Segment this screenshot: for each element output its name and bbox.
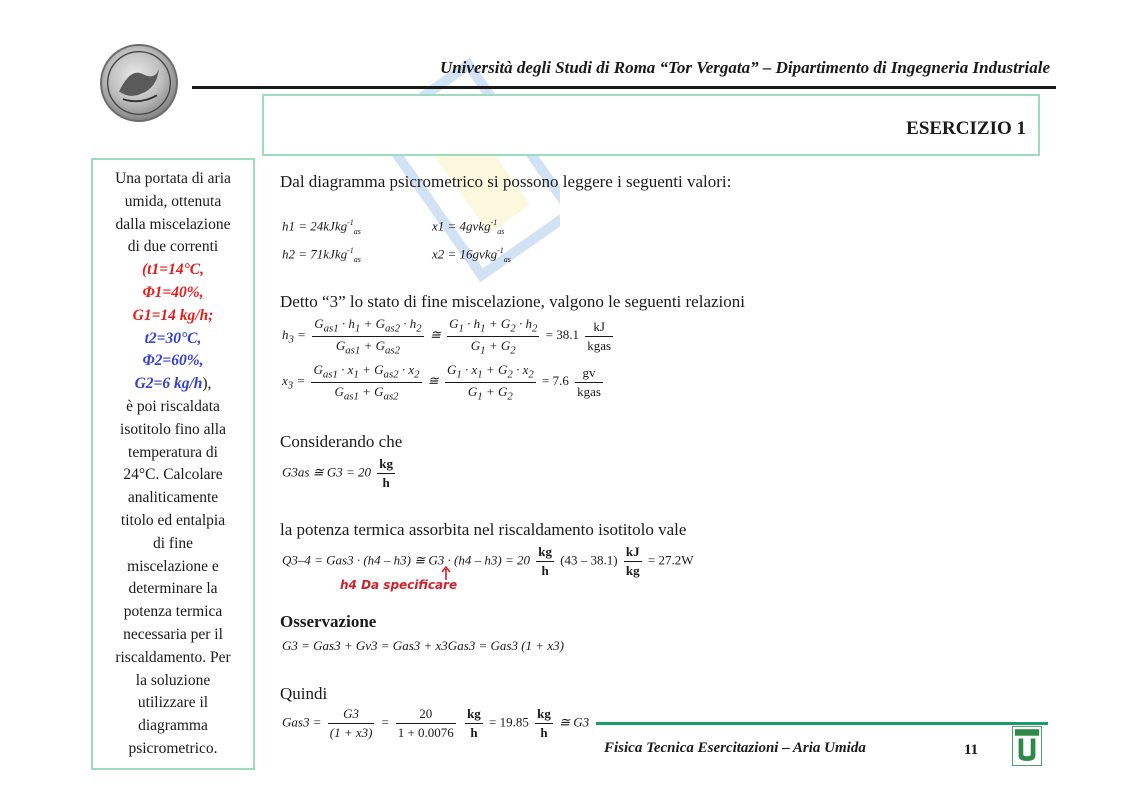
x2-value: x2 = 16gvkg$^{-1}_{as}$ [432, 246, 511, 264]
t2-value: t2=30°C, [144, 329, 202, 347]
rest-line: è poi riscaldata [126, 397, 220, 415]
header-divider [192, 86, 1056, 89]
gas3-equation: Gas3 = $\frac{G3}{(1 + x3)}$ = $\frac{20}{1 + 0.0076}$ $\frac{kg}{h}$ = 19.85 $\frac{kg}{h}$ ≅ G3 [282, 706, 590, 740]
considering-paragraph: Considerando che [280, 432, 403, 451]
g2-line [93, 373, 253, 396]
title-box [262, 94, 1040, 156]
rest-line: isotitolo fino alla [120, 420, 226, 438]
g1-value: G1=14 kg/h; [132, 306, 214, 324]
rest-line: la soluzione [135, 671, 211, 689]
rest-line: temperatura di [128, 443, 218, 461]
problem-statement [93, 168, 253, 761]
rest-line: riscaldamento. Per [115, 648, 231, 666]
rest-line: diagramma [138, 717, 208, 735]
h2-value: h2 = 71kJkg$^{-1}_{as}$ [282, 246, 361, 264]
footer-logo [1012, 726, 1042, 766]
footer-course-title: Fisica Tecnica Esercitazioni – Aria Umida [604, 740, 866, 756]
phi1-value: Φ1=40%, [142, 283, 204, 301]
intro-paragraph: Dal diagramma psicrometrico si possono leggere i seguenti valori: [280, 172, 732, 191]
g3-equation: G3as ≅ G3 = 20 $\frac{kg}{h}$ [282, 456, 393, 490]
intro-line: di due correnti [127, 238, 219, 256]
h1-value: h1 = 24kJkg$^{-1}_{as}$ [282, 218, 361, 236]
h3-equation: $h_3$ = $\frac{G_{as1} \cdot h_1 + G_{as2} \cdot h_2}{G_{as1} + G_{as2}}$ ≅ $\frac{G_1 \cdot h_1 + G_2 \cdot h_2}{G_1 + G_2}$ = 38.1 $\frac{kJ}{\text{kgas}}$ [282, 316, 612, 357]
rest-line: psicrometrico. [128, 739, 218, 757]
rest-line: miscelazione e [127, 557, 219, 575]
observation-heading: Osservazione [280, 612, 377, 631]
intro-line: umida, ottenuta [124, 192, 222, 210]
t1-value: (t1=14°C, [142, 261, 204, 279]
power-paragraph: la potenza termica assorbita nel riscaldamento isotitolo vale [280, 520, 687, 539]
footer-divider [596, 722, 1048, 725]
rest-line: utilizzare il [137, 694, 209, 712]
handwritten-annotation: h4 Da specificare [340, 578, 458, 592]
power-equation: Q3–4 = Gas3 · (h4 – h3) ≅ G3 · (h4 – h3) = 20 $\frac{kg}{h}$ (43 – 38.1) $\frac{kJ}{kg}$ = 27.2W [282, 544, 694, 578]
x1-value: x1 = 4gvkg$^{-1}_{as}$ [432, 218, 505, 236]
rest-line: di fine [152, 534, 194, 552]
intro-line: dalla miscelazione [115, 215, 231, 233]
observation-equation: G3 = Gas3 + Gv3 = Gas3 + x3Gas3 = Gas3 (1 + x3) [282, 638, 564, 653]
mixing-paragraph: Detto “3” lo stato di fine miscelazione, valgono le seguenti relazioni [280, 292, 745, 311]
page-title: ESERCIZIO 1 [906, 118, 1026, 139]
phi2-value: Φ2=60%, [142, 352, 204, 370]
rest-line: 24°C. Calcolare [123, 466, 223, 484]
page-number: 11 [964, 742, 979, 758]
university-seal [100, 44, 178, 122]
rest-line: determinare la [128, 580, 218, 598]
therefore-paragraph: Quindi [280, 684, 328, 703]
g2-close: ), [202, 375, 212, 393]
university-header: Università degli Studi di Roma “Tor Vergata” – Dipartimento di Ingegneria Industriale [439, 58, 1050, 77]
intro-line: Una portata di aria [115, 170, 231, 187]
g2-value: G2=6 kg/h [134, 375, 203, 393]
x3-equation: $x_3$ = $\frac{G_{as1} \cdot x_1 + G_{as2} \cdot x_2}{G_{as1} + G_{as2}}$ ≅ $\frac{G_1 \cdot x_1 + G_2 \cdot x_2}{G_1 + G_2}$ = 7.6 $\frac{gv}{\text{kgas}}$ [282, 362, 601, 403]
problem-statement-box [91, 158, 255, 770]
rest-line: necessaria per il [123, 625, 223, 643]
rest-line: titolo ed entalpia [120, 511, 226, 529]
rest-line: analiticamente [127, 489, 219, 507]
rest-line: potenza termica [123, 603, 223, 621]
